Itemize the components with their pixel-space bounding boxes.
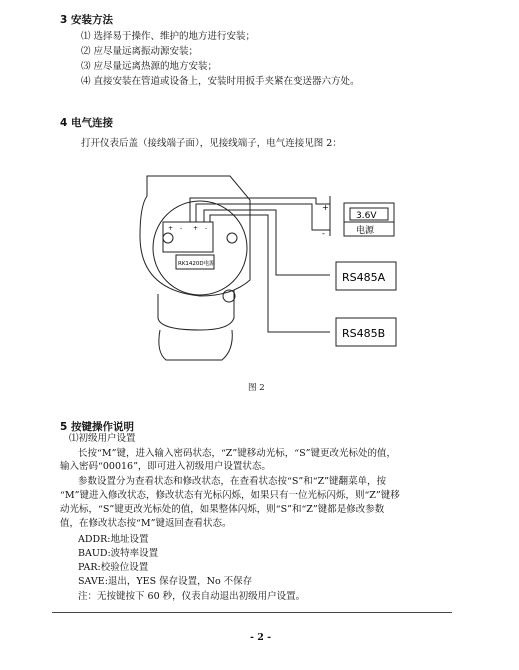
right-screw: [227, 233, 237, 243]
module-label: RK1420D电源: [178, 261, 215, 267]
section-3-item-2: ⑵ 应尽量远离振动源安装；: [81, 46, 199, 57]
para1-line2: 输入密码“00016”，即可进入初级用户设置状态。: [60, 461, 271, 472]
section-5-title: 5 按键操作说明: [60, 421, 134, 433]
para2-line2: “M”键进入修改状态，修改状态有光标闪烁，如果只有一位光标闪烁，则“Z”键移: [60, 490, 400, 501]
section-4-title: 4 电气连接: [60, 117, 113, 129]
setting-save: SAVE:退出，YES 保存设置，No 不保存: [78, 576, 253, 587]
section-5-subtitle: ⑴初级用户设置: [69, 433, 136, 444]
rs485a-label: RS485A: [342, 271, 386, 284]
wire-power-2: [196, 204, 330, 230]
terminal-mark-1: +: [168, 225, 174, 232]
footer-divider: [52, 612, 452, 613]
setting-par: PAR:校验位设置: [78, 562, 149, 573]
setting-baud: BAUD:波特率设置: [78, 548, 159, 559]
terminal-mark-4: -: [205, 225, 208, 232]
para2-line1: 参数设置分为查看状态和修改状态，在查看状态按“S”和“Z”键翻菜单，按: [78, 476, 387, 487]
power-minus-sign: -: [322, 229, 325, 238]
para2-line4: 值，在修改状态按“M”键返回查看状态。: [60, 518, 232, 529]
section-4-intro: 打开仪表后盖（接线端子面），见接线端子，电气连接见图 2：: [81, 138, 342, 149]
power-label: 电源: [356, 226, 375, 236]
section-3-title: 3 安装方法: [60, 14, 113, 26]
terminal-mark-2: -: [180, 225, 183, 232]
note: 注：无按键按下 60 秒，仪表自动退出初级用户设置。: [78, 591, 306, 602]
terminal-mark-3: +: [193, 225, 199, 232]
section-3-item-3: ⑶ 应尽量远离热源的地方安装；: [81, 61, 218, 72]
housing-outline: [140, 176, 250, 296]
setting-addr: ADDR:地址设置: [78, 534, 149, 545]
page-number: - 2 -: [250, 632, 272, 643]
para1-line1: 长按“M”键，进入输入密码状态，“Z”键移动光标，“S”键更改光标处的值，: [78, 448, 396, 459]
section-3-item-4: ⑷ 直接安装在管道或设备上，安装时用扳手夹紧在变送器六方处。: [81, 76, 360, 87]
wire-rs485b: [210, 215, 330, 332]
para2-line3: 动光标，“S”键更改光标处的值，如果整体闪烁，则“S”和“Z”键都是修改参数: [60, 504, 385, 515]
rs485b-label: RS485B: [342, 327, 386, 340]
section-3-item-1: ⑴ 选择易于操作、维护的地方进行安装；: [81, 31, 256, 42]
battery-label: 3.6V: [356, 211, 377, 221]
wire-rs485a: [204, 210, 330, 275]
figure-caption: 图 2: [248, 383, 265, 393]
left-screw: [163, 233, 173, 243]
power-plus-sign: +: [322, 203, 329, 212]
housing-bottom: [159, 330, 232, 360]
